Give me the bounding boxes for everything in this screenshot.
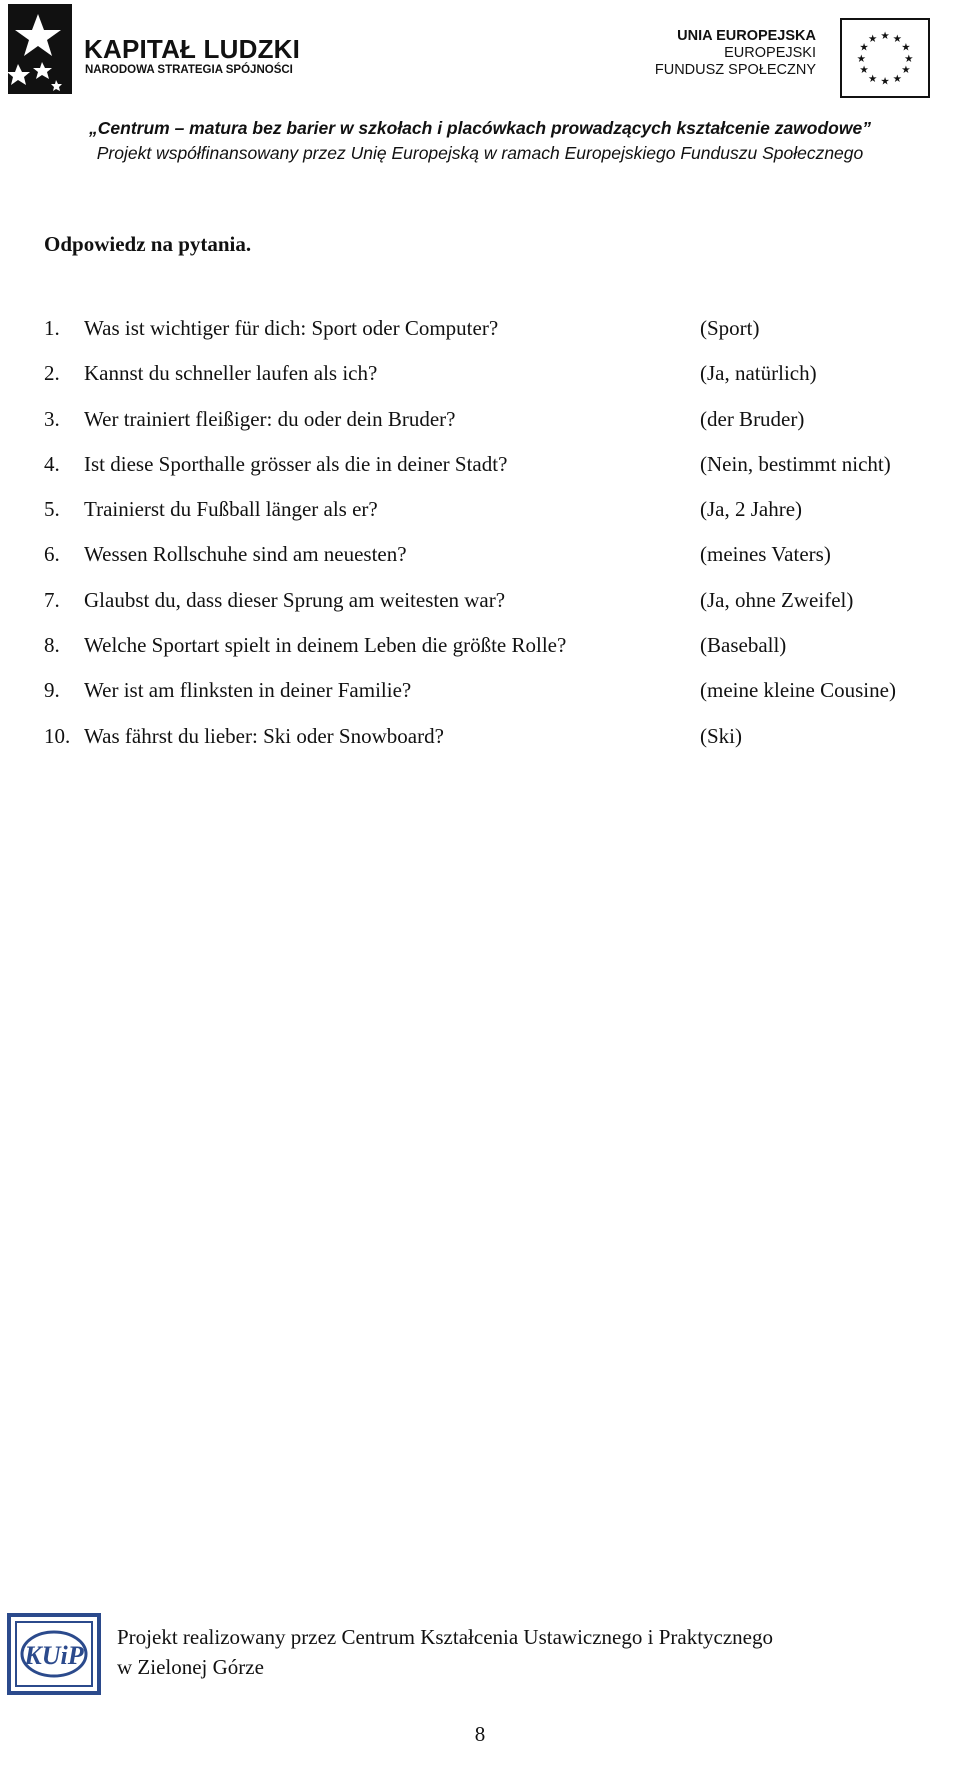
question-number: 1.: [44, 316, 60, 340]
eu-line-3: FUNDUSZ SPOŁECZNY: [654, 62, 816, 78]
page-number: 8: [474, 1722, 486, 1746]
svg-text:★: ★: [859, 41, 869, 54]
svg-text:★: ★: [859, 64, 869, 77]
answer-hint: (Sport): [700, 316, 760, 340]
answer-hint: (meines Vaters): [700, 542, 831, 567]
question-number: 3.: [44, 406, 60, 431]
eu-text-block: [655, 28, 816, 79]
question-number: 7.: [44, 587, 60, 612]
svg-text:★: ★: [867, 32, 878, 45]
answer-hint: (Nein, bestimmt nicht): [700, 451, 891, 476]
answer-hint: (meine kleine Cousine): [700, 678, 896, 703]
answer-hint: (Ja, 2 Jahre): [700, 497, 803, 522]
svg-text:★: ★: [856, 52, 866, 65]
question-text: Wer trainiert fleißiger: du oder dein Bruder?: [84, 406, 456, 431]
svg-text:★: ★: [904, 52, 914, 65]
question-number: 2.: [44, 361, 60, 386]
question-number: 5.: [44, 497, 60, 522]
question-number: 4.: [44, 451, 60, 476]
question-text: Wer ist am flinksten in deiner Familie?: [84, 678, 412, 703]
svg-text:★: ★: [880, 75, 890, 88]
project-subtitle: Projekt współfinansowany przez Unię Europejską w ramach Europejskiego Funduszu Społecznego: [96, 143, 864, 163]
question-text: Trainierst du Fußball länger als er?: [84, 497, 378, 522]
project-title: „Centrum – matura bez barier w szkołach i placówkach prowadzących kształcenie zawodowe”: [89, 118, 871, 138]
question-text: Kannst du schneller laufen als ich?: [84, 361, 378, 386]
svg-text:★: ★: [901, 41, 911, 54]
question-text: Welche Sportart spielt in deinem Leben die größte Rolle?: [84, 633, 567, 658]
kuip-logo-text: KUiP: [24, 1641, 84, 1670]
instruction-heading: Odpowiedz na pytania.: [44, 232, 252, 256]
question-text: Was fährst du lieber: Ski oder Snowboard?: [84, 723, 444, 748]
kapital-ludzki-title: KAPITAŁ LUDZKI: [84, 34, 301, 64]
answer-hint: (Baseball): [700, 633, 787, 658]
question-text: Was ist wichtiger für dich: Sport oder Computer?: [84, 316, 499, 340]
question-number: 6.: [44, 542, 60, 567]
eu-line-1: UNIA EUROPEJSKA: [677, 28, 816, 44]
eu-flag-icon: [840, 18, 930, 98]
kapital-ludzki-emblem-icon: [8, 4, 72, 94]
svg-text:★: ★: [892, 72, 903, 85]
kapital-ludzki-subtitle: NARODOWA STRATEGIA SPÓJNOŚCI: [85, 64, 293, 76]
question-text: Glaubst du, dass dieser Sprung am weitesten war?: [84, 587, 506, 612]
svg-text:★: ★: [867, 72, 878, 85]
footer-line-1: Projekt realizowany przez Centrum Kształcenia Ustawicznego i Praktycznego: [117, 1625, 773, 1649]
question-number: 8.: [44, 633, 60, 658]
footer-text: [117, 1622, 773, 1682]
eu-line-2: EUROPEJSKI: [724, 45, 816, 61]
eu-logo: [654, 16, 960, 96]
footer-line-2: w Zielonej Górze: [117, 1655, 264, 1679]
question-number: 10.: [44, 723, 71, 748]
answer-hint: (Ja, ohne Zweifel): [700, 587, 854, 612]
question-text: Wessen Rollschuhe sind am neuesten?: [84, 542, 407, 567]
answer-hint: (der Bruder): [700, 406, 805, 431]
kuip-logo-icon: [6, 1612, 102, 1696]
svg-text:★: ★: [880, 30, 890, 42]
question-text: Ist diese Sporthalle grösser als die in deiner Stadt?: [84, 451, 508, 476]
svg-text:★: ★: [892, 32, 903, 45]
answer-hint: (Ski): [700, 723, 742, 748]
answer-hint: (Ja, natürlich): [700, 361, 817, 386]
kapital-ludzki-logo: [8, 4, 308, 94]
svg-text:★: ★: [901, 64, 911, 77]
question-number: 9.: [44, 678, 60, 703]
